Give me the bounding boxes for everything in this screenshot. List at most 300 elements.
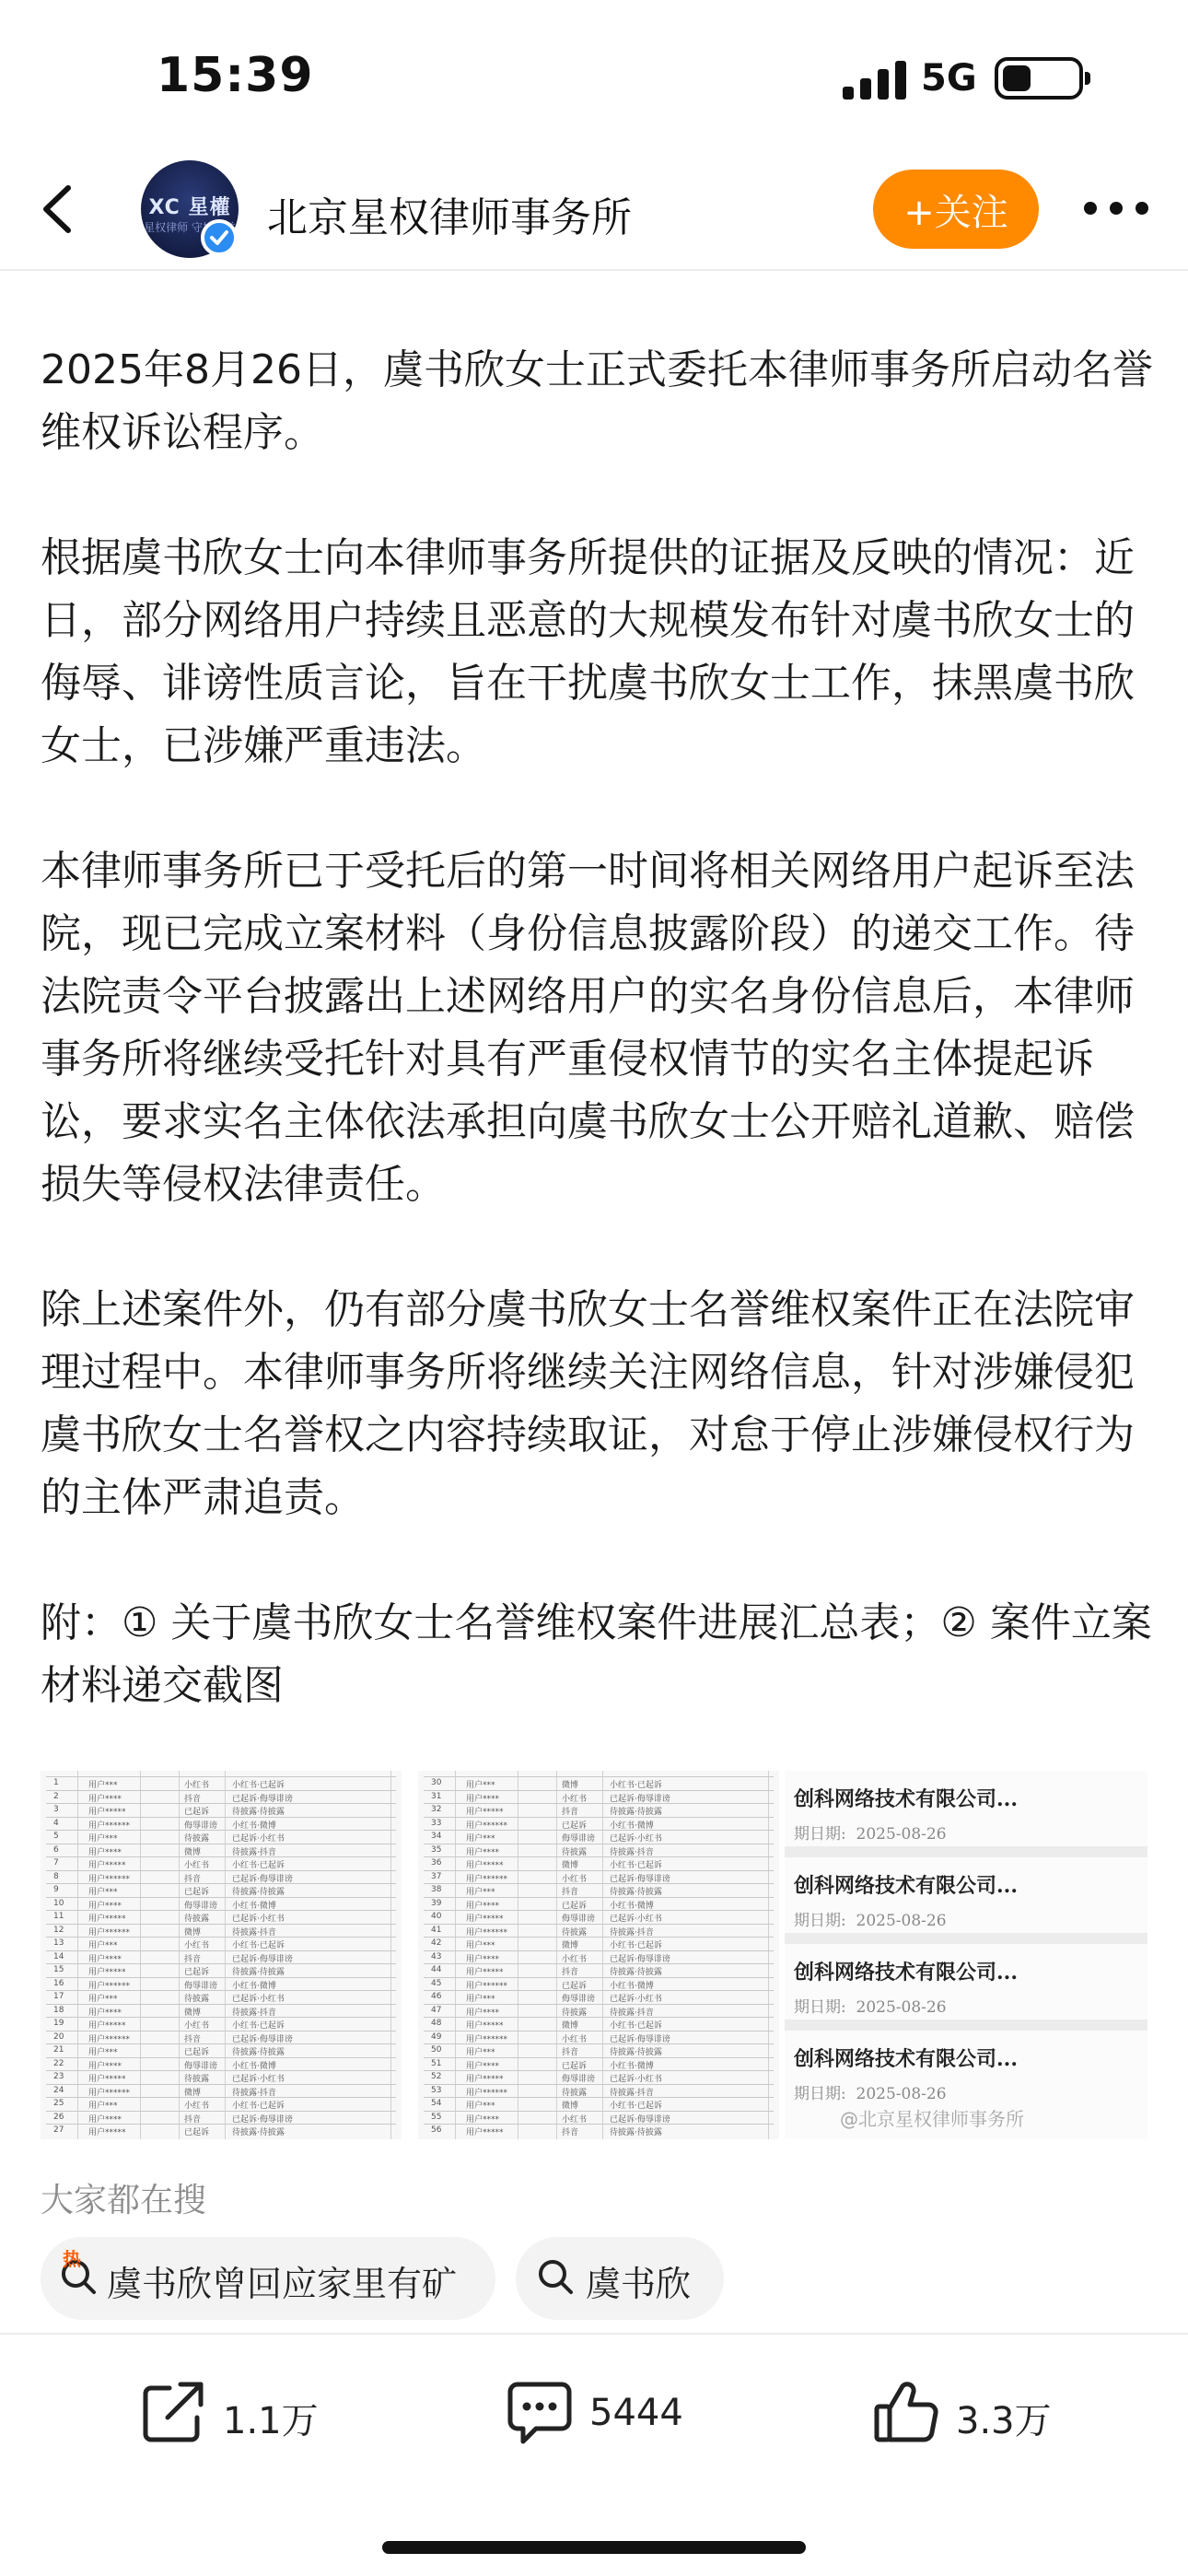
- table-cell: 56: [431, 2125, 442, 2135]
- table-cell: 待披露·待披露: [610, 2128, 662, 2137]
- table-cell: 待披露·待披露: [610, 1808, 662, 1817]
- table-row-rule: [46, 2097, 396, 2098]
- table-cell: 已起诉·小红书: [610, 1834, 662, 1844]
- table-cell: 小红书·已起诉: [610, 2021, 662, 2031]
- like-count: 3.3万: [956, 2400, 1052, 2442]
- table-row-rule: [46, 1817, 396, 1818]
- table-cell: 已起诉: [562, 1901, 588, 1911]
- table-cell: 用户***: [466, 1781, 495, 1790]
- table-row-rule: [46, 1803, 396, 1804]
- table-row-rule: [46, 1883, 396, 1884]
- table-cell: 已起诉·小红书: [610, 1914, 662, 1924]
- table-row-rule: [46, 2084, 396, 2085]
- repost-button[interactable]: [138, 2377, 341, 2451]
- table-cell: 微博: [562, 2102, 579, 2111]
- table-row-rule: [46, 2111, 396, 2112]
- table-cell: 已起诉·侮辱诽谤: [610, 1794, 670, 1804]
- table-cell: 用户******: [466, 1874, 508, 1884]
- table-cell: 已起诉: [184, 1888, 210, 1897]
- table-cell: 已起诉·小红书: [232, 1995, 285, 2004]
- case-company: 创科网络技术有限公司...: [794, 1787, 1018, 1811]
- table-row-rule: [424, 1883, 774, 1884]
- table-cell: 抖音: [562, 2128, 579, 2137]
- verified-icon: [201, 219, 238, 256]
- paragraph: 2025年8月26日，虞书欣女士正式委托本律师事务所启动名誉维权诉讼程序。: [41, 346, 1153, 456]
- table-row-rule: [46, 1990, 396, 1991]
- table-cell: 已起诉: [562, 1981, 588, 1991]
- table-cell: 抖音: [184, 1874, 202, 1884]
- table-cell: 待披露·待披露: [610, 1888, 662, 1897]
- table-cell: 侮辱诽谤: [184, 2061, 218, 2071]
- table-cell: 抖音: [184, 1794, 202, 1804]
- table-cell: 待披露·抖音: [610, 1927, 654, 1938]
- comment-icon: [505, 2377, 575, 2447]
- table-cell: 22: [53, 2058, 64, 2068]
- table-cell: 已起诉·小红书: [232, 2075, 285, 2084]
- table-cell: 44: [431, 1965, 442, 1974]
- table-cell: 待披露·抖音: [232, 2008, 276, 2018]
- table-cell: 20: [53, 2032, 64, 2042]
- table-cell: 16: [53, 1978, 64, 1988]
- table-row-rule: [424, 2070, 774, 2071]
- paragraph-attachment-note: 附：① 关于虞书欣女士名誉维权案件进展汇总表；② 案件立案材料递交截图: [41, 1599, 1152, 1709]
- table-cell: 54: [431, 2099, 442, 2108]
- table-row-rule: [424, 1977, 774, 1978]
- table-cell: 用户***: [466, 2048, 495, 2057]
- table-cell: 已起诉: [184, 2128, 210, 2137]
- table-cell: 待披露: [562, 1927, 588, 1938]
- table-cell: 小红书·已起诉: [610, 2102, 662, 2111]
- table-cell: 用户****: [466, 2008, 500, 2018]
- case-date: 期日期: 2025-08-26: [794, 1912, 947, 1930]
- table-cell: 用户***: [88, 1781, 118, 1790]
- table-cell: 抖音: [184, 2114, 202, 2125]
- table-cell: 24: [53, 2085, 64, 2095]
- table-cell: 51: [431, 2058, 442, 2068]
- table-cell: 微博: [184, 2088, 202, 2098]
- table-row-rule: [424, 2111, 774, 2112]
- table-cell: 6: [53, 1844, 59, 1855]
- table-row-rule: [46, 1950, 396, 1951]
- table-cell: 55: [431, 2112, 442, 2122]
- table-row-rule: [424, 2017, 774, 2018]
- table-cell: 用户*****: [88, 1914, 126, 1924]
- table-row-rule: [46, 1977, 396, 1978]
- table-cell: 36: [431, 1858, 442, 1868]
- table-cell: 小红书·已起诉: [610, 1861, 662, 1870]
- table-row-rule: [424, 2124, 774, 2125]
- table-cell: 微博: [562, 1861, 579, 1870]
- table-cell: 用户*****: [466, 1861, 504, 1870]
- table-cell: 待披露·抖音: [232, 2088, 276, 2098]
- table-cell: 用户*****: [466, 2128, 504, 2137]
- table-cell: 7: [53, 1858, 59, 1868]
- table-cell: 待披露·抖音: [610, 2008, 654, 2018]
- table-cell: 侮辱诽谤: [184, 1821, 218, 1831]
- table-cell: 用户****: [466, 1794, 500, 1804]
- trending-search-label: 虞书欣: [586, 2264, 692, 2304]
- table-cell: 已起诉·侮辱诽谤: [232, 1794, 293, 1804]
- table-cell: 待披露·抖音: [232, 1927, 276, 1938]
- table-row-rule: [424, 1817, 774, 1818]
- table-cell: 用户******: [88, 1981, 131, 1991]
- table-cell: 用户*****: [88, 2128, 126, 2137]
- table-cell: 已起诉·小红书: [232, 1834, 285, 1844]
- table-cell: 50: [431, 2045, 442, 2055]
- table-cell: 用户***: [88, 1995, 118, 2004]
- table-cell: 用户****: [88, 1901, 122, 1911]
- table-cell: 微博: [562, 2021, 579, 2031]
- table-cell: 已起诉·侮辱诽谤: [232, 2114, 293, 2125]
- table-cell: 用户******: [88, 2034, 131, 2044]
- table-row-rule: [424, 1963, 774, 1964]
- table-cell: 小红书: [562, 1874, 588, 1884]
- table-cell: 已起诉·小红书: [610, 1995, 662, 2004]
- table-row-rule: [46, 2057, 396, 2058]
- table-cell: 12: [53, 1925, 64, 1935]
- table-cell: 待披露: [184, 1995, 210, 2004]
- table-cell: 侮辱诽谤: [184, 1981, 218, 1991]
- table-row-rule: [46, 1910, 396, 1911]
- table-cell: 13: [53, 1938, 64, 1948]
- trending-title: 大家都在搜: [41, 2182, 207, 2219]
- status-time: 15:39: [157, 48, 314, 103]
- table-cell: 小红书·微博: [610, 1981, 654, 1991]
- case-summary-table-image-2[interactable]: [418, 1771, 779, 2139]
- table-cell: 小红书·微博: [610, 1821, 654, 1831]
- more-options-icon[interactable]: [1079, 190, 1153, 227]
- back-icon[interactable]: [28, 177, 92, 241]
- repost-icon: [138, 2377, 208, 2447]
- comment-button[interactable]: [505, 2377, 707, 2451]
- table-cell: 18: [53, 2005, 64, 2015]
- filing-screenshot-image[interactable]: [785, 1771, 1147, 2139]
- table-row-rule: [46, 2043, 396, 2044]
- status-bar: [0, 0, 1188, 157]
- case-item: [785, 1771, 1147, 1857]
- avatar-logo-text: XC 星權: [148, 196, 231, 219]
- table-cell: 15: [53, 1965, 64, 1974]
- table-cell: 待披露: [562, 2008, 588, 2018]
- table-cell: 47: [431, 2005, 442, 2015]
- account-name[interactable]: 北京星权律师事务所: [267, 194, 632, 241]
- table-cell: 侮辱诽谤: [562, 1914, 596, 1924]
- table-cell: 14: [53, 1951, 64, 1961]
- table-row-rule: [424, 1990, 774, 1991]
- table-cell: 21: [53, 2045, 64, 2055]
- table-row-rule: [424, 1776, 774, 1777]
- table-cell: 23: [53, 2072, 64, 2081]
- table-cell: 微博: [562, 1781, 579, 1790]
- table-cell: 抖音: [184, 1954, 202, 1964]
- table-row-rule: [424, 1790, 774, 1791]
- table-cell: 小红书·已起诉: [610, 1781, 662, 1790]
- table-row-rule: [46, 1924, 396, 1925]
- table-cell: 用户****: [88, 1794, 122, 1804]
- cellular-signal-icon: [843, 61, 907, 100]
- table-cell: 待披露·抖音: [610, 1847, 654, 1857]
- table-row-rule: [46, 1897, 396, 1898]
- table-cell: 用户*****: [88, 2075, 126, 2084]
- table-cell: 48: [431, 2019, 442, 2028]
- table-cell: 46: [431, 1992, 442, 2001]
- table-cell: 41: [431, 1925, 442, 1935]
- table-cell: 小红书·微博: [232, 1901, 276, 1911]
- table-cell: 用户***: [88, 1834, 118, 1844]
- table-row-rule: [424, 2031, 774, 2032]
- table-row-rule: [424, 2043, 774, 2044]
- table-cell: 用户******: [88, 1927, 131, 1938]
- table-cell: 侮辱诽谤: [562, 2075, 596, 2084]
- table-cell: 小红书·已起诉: [232, 2021, 285, 2031]
- table-cell: 用户***: [466, 1995, 495, 2004]
- table-cell: 待披露·待披露: [610, 1968, 662, 1977]
- like-button[interactable]: [871, 2377, 1083, 2451]
- table-cell: 用户****: [88, 1847, 122, 1857]
- table-cell: 微博: [184, 2008, 202, 2018]
- table-cell: 42: [431, 1938, 442, 1948]
- table-cell: 用户*****: [466, 1968, 504, 1977]
- table-cell: 小红书: [184, 1861, 210, 1870]
- paragraph: 除上述案件外，仍有部分虞书欣女士名誉维权案件正在法院审理过程中。本律师事务所将继续关注网络信息，针对涉嫌侵犯虞书欣女士名誉权之内容持续取证，对怠于停止涉嫌侵权行为的主体严肃追责。: [41, 1286, 1135, 1521]
- table-cell: 3: [53, 1805, 59, 1814]
- table-cell: 待披露·待披露: [232, 2048, 285, 2057]
- table-cell: 用户****: [88, 2061, 122, 2071]
- table-cell: 用户***: [88, 2102, 118, 2111]
- paragraph: 根据虞书欣女士向本律师事务所提供的证据及反映的情况：近日，部分网络用户持续且恶意的大规模发布针对虞书欣女士的侮辱、诽谤性质言论，旨在干扰虞书欣女士工作，抹黑虞书欣女士，已涉嫌严重违法。: [41, 534, 1135, 769]
- table-row-rule: [46, 1790, 396, 1791]
- table-cell: 5: [53, 1832, 59, 1841]
- table-cell: 用户******: [466, 1927, 508, 1938]
- table-row-rule: [424, 1897, 774, 1898]
- table-cell: 已起诉·侮辱诽谤: [610, 2034, 670, 2044]
- table-row-rule: [424, 1950, 774, 1951]
- table-cell: 用户******: [88, 1821, 131, 1831]
- table-cell: 小红书: [562, 2114, 588, 2125]
- case-item: [785, 1944, 1147, 2031]
- table-cell: 小红书·已起诉: [232, 1861, 285, 1870]
- case-item: [785, 1857, 1147, 1944]
- table-cell: 侮辱诽谤: [562, 1995, 596, 2004]
- table-cell: 用户*****: [466, 2021, 504, 2031]
- table-cell: 待披露·抖音: [232, 1847, 276, 1857]
- table-cell: 用户****: [88, 2008, 122, 2018]
- table-cell: 抖音: [562, 2048, 579, 2057]
- table-cell: 已起诉·侮辱诽谤: [610, 1874, 670, 1884]
- image-watermark: @北京星权律师事务所: [840, 2108, 1024, 2130]
- case-company: 创科网络技术有限公司...: [794, 1961, 1018, 1985]
- table-cell: 用户****: [466, 1901, 500, 1911]
- table-cell: 用户***: [88, 2048, 118, 2057]
- table-row-rule: [46, 2004, 396, 2005]
- table-cell: 抖音: [562, 1968, 579, 1977]
- table-row-rule: [424, 1870, 774, 1871]
- table-row-rule: [46, 2017, 396, 2018]
- like-thumb-icon: [871, 2377, 941, 2447]
- table-row-rule: [46, 2031, 396, 2032]
- table-cell: 抖音: [562, 1808, 579, 1817]
- table-cell: 已起诉·侮辱诽谤: [232, 2034, 293, 2044]
- case-date: 期日期: 2025-08-26: [794, 1825, 947, 1844]
- table-cell: 用户***: [88, 1941, 118, 1950]
- table-cell: 9: [53, 1885, 59, 1894]
- table-cell: 小红书·微博: [610, 2061, 654, 2071]
- table-cell: 用户***: [466, 1888, 495, 1897]
- table-cell: 待披露·待披露: [232, 1888, 285, 1897]
- table-cell: 用户****: [466, 2114, 500, 2125]
- home-indicator[interactable]: [382, 2541, 806, 2554]
- trending-search-chip[interactable]: [41, 2237, 495, 2320]
- table-cell: 待披露·待披露: [232, 1808, 285, 1817]
- table-cell: 已起诉: [184, 1808, 210, 1817]
- table-cell: 已起诉: [184, 2048, 210, 2057]
- case-date: 期日期: 2025-08-26: [794, 1998, 947, 2017]
- table-cell: 抖音: [184, 2034, 202, 2044]
- table-cell: 1: [53, 1778, 59, 1787]
- table-cell: 待披露·待披露: [232, 1968, 285, 1977]
- table-cell: 待披露·待披露: [232, 2128, 285, 2137]
- table-cell: 小红书·微博: [610, 1901, 654, 1911]
- table-cell: 小红书·微博: [232, 1821, 276, 1831]
- table-cell: 38: [431, 1885, 442, 1894]
- table-row-rule: [424, 1830, 774, 1831]
- table-cell: 8: [53, 1871, 59, 1881]
- avatar-sub-text: 星权律师 守护权益: [144, 221, 236, 234]
- table-row-rule: [46, 1937, 396, 1938]
- table-row-rule: [46, 2124, 396, 2125]
- network-type: 5G: [921, 57, 977, 100]
- table-cell: 小红书: [562, 1794, 588, 1804]
- table-cell: 用户*****: [466, 2075, 504, 2084]
- table-cell: 微博: [562, 1941, 579, 1950]
- table-cell: 小红书: [184, 1941, 210, 1950]
- table-row-rule: [424, 1924, 774, 1925]
- table-row-rule: [424, 1803, 774, 1804]
- table-cell: 49: [431, 2032, 442, 2042]
- table-cell: 小红书·已起诉: [232, 2102, 285, 2111]
- table-cell: 33: [431, 1818, 442, 1828]
- table-cell: 待披露: [562, 2088, 588, 2098]
- table-cell: 10: [53, 1898, 64, 1908]
- table-cell: 用户******: [88, 2088, 131, 2098]
- action-bar: [0, 2333, 1188, 2491]
- table-row-rule: [424, 1937, 774, 1938]
- table-cell: 小红书: [184, 1781, 210, 1790]
- table-cell: 侮辱诽谤: [562, 1834, 596, 1844]
- table-cell: 17: [53, 1992, 64, 2001]
- table-cell: 小红书·微博: [232, 2061, 276, 2071]
- battery-icon: [995, 57, 1083, 100]
- table-cell: 用户******: [466, 1821, 508, 1831]
- table-cell: 小红书: [184, 2021, 210, 2031]
- table-cell: 用户*****: [88, 1808, 126, 1817]
- table-cell: 53: [431, 2085, 442, 2095]
- case-date: 期日期: 2025-08-26: [794, 2085, 947, 2103]
- paragraph: 本律师事务所已于受托后的第一时间将相关网络用户起诉至法院，现已完成立案材料（身份信息披露阶段）的递交工作。待法院责令平台披露出上述网络用户的实名身份信息后，本律师事务所将继续受托针对具有严重侵权情节的实名主体提起诉讼，要求实名主体依法承担向虞书欣女士公开赔礼道歉、赔偿损失等侵权法律责任。: [41, 848, 1135, 1208]
- table-row-rule: [424, 2004, 774, 2005]
- table-row-rule: [46, 1830, 396, 1831]
- image-gallery: [41, 1771, 1147, 2139]
- post-header: [0, 157, 1188, 271]
- table-cell: 小红书·已起诉: [232, 1941, 285, 1950]
- table-cell: 已起诉: [562, 1821, 588, 1831]
- table-cell: 用户*****: [88, 2021, 126, 2031]
- table-cell: 45: [431, 1978, 442, 1988]
- table-cell: 27: [53, 2125, 64, 2135]
- table-cell: 用户******: [466, 2034, 508, 2044]
- table-cell: 52: [431, 2072, 442, 2081]
- table-cell: 小红书·已起诉: [610, 1941, 662, 1950]
- repost-count: 1.1万: [223, 2400, 319, 2442]
- table-cell: 抖音: [562, 1888, 579, 1897]
- comment-count: 5444: [589, 2392, 683, 2434]
- table-cell: 小红书: [562, 1954, 588, 1964]
- table-cell: 小红书·微博: [232, 1981, 276, 1991]
- table-row-rule: [46, 1870, 396, 1871]
- table-row-rule: [424, 2057, 774, 2058]
- table-cell: 已起诉·侮辱诽谤: [232, 1954, 293, 1964]
- table-cell: 待披露: [184, 1914, 210, 1924]
- case-company: 创科网络技术有限公司...: [794, 2047, 1018, 2071]
- table-row-rule: [46, 2070, 396, 2071]
- table-cell: 37: [431, 1871, 442, 1881]
- table-cell: 用户*****: [466, 1914, 504, 1924]
- table-cell: 已起诉·侮辱诽谤: [610, 2114, 670, 2125]
- table-cell: 用户******: [466, 2088, 508, 2098]
- table-cell: 已起诉: [562, 2061, 588, 2071]
- hot-badge: 热: [63, 2248, 81, 2270]
- table-cell: 用户***: [88, 1888, 118, 1897]
- table-cell: 用户****: [88, 2114, 122, 2125]
- follow-button[interactable]: +关注: [873, 170, 1039, 249]
- trending-search-chip[interactable]: [516, 2237, 724, 2320]
- table-cell: 4: [53, 1818, 59, 1828]
- table-row-rule: [424, 2097, 774, 2098]
- table-cell: 已起诉·侮辱诽谤: [610, 1954, 670, 1964]
- table-row-rule: [424, 1910, 774, 1911]
- table-cell: 已起诉·侮辱诽谤: [232, 1874, 293, 1884]
- table-cell: 待披露·待披露: [610, 2048, 662, 2057]
- table-cell: 25: [53, 2099, 64, 2108]
- table-cell: 用户******: [88, 1874, 131, 1884]
- table-cell: 用户*****: [88, 1861, 126, 1870]
- table-cell: 用户***: [466, 1834, 495, 1844]
- table-row-rule: [424, 1856, 774, 1857]
- table-cell: 34: [431, 1832, 442, 1841]
- search-icon: [536, 2257, 575, 2296]
- table-cell: 31: [431, 1791, 442, 1801]
- table-cell: 43: [431, 1951, 442, 1961]
- table-cell: 用户******: [466, 1981, 508, 1991]
- case-summary-table-image-1[interactable]: [41, 1771, 402, 2139]
- table-cell: 35: [431, 1844, 442, 1855]
- table-cell: 40: [431, 1912, 442, 1921]
- table-cell: 用户***: [466, 2102, 495, 2111]
- table-cell: 26: [53, 2112, 64, 2122]
- table-cell: 用户****: [466, 2061, 500, 2071]
- table-cell: 用户****: [466, 1847, 500, 1857]
- table-row-rule: [46, 1963, 396, 1964]
- table-cell: 30: [431, 1778, 442, 1787]
- table-cell: 待披露: [562, 1847, 588, 1857]
- table-cell: 已起诉·小红书: [232, 1914, 285, 1924]
- table-cell: 39: [431, 1898, 442, 1908]
- table-cell: 19: [53, 2019, 64, 2028]
- table-cell: 用户*****: [88, 1968, 126, 1977]
- table-cell: 用户****: [88, 1954, 122, 1964]
- table-cell: 小红书: [562, 2034, 588, 2044]
- table-cell: 已起诉: [184, 1968, 210, 1977]
